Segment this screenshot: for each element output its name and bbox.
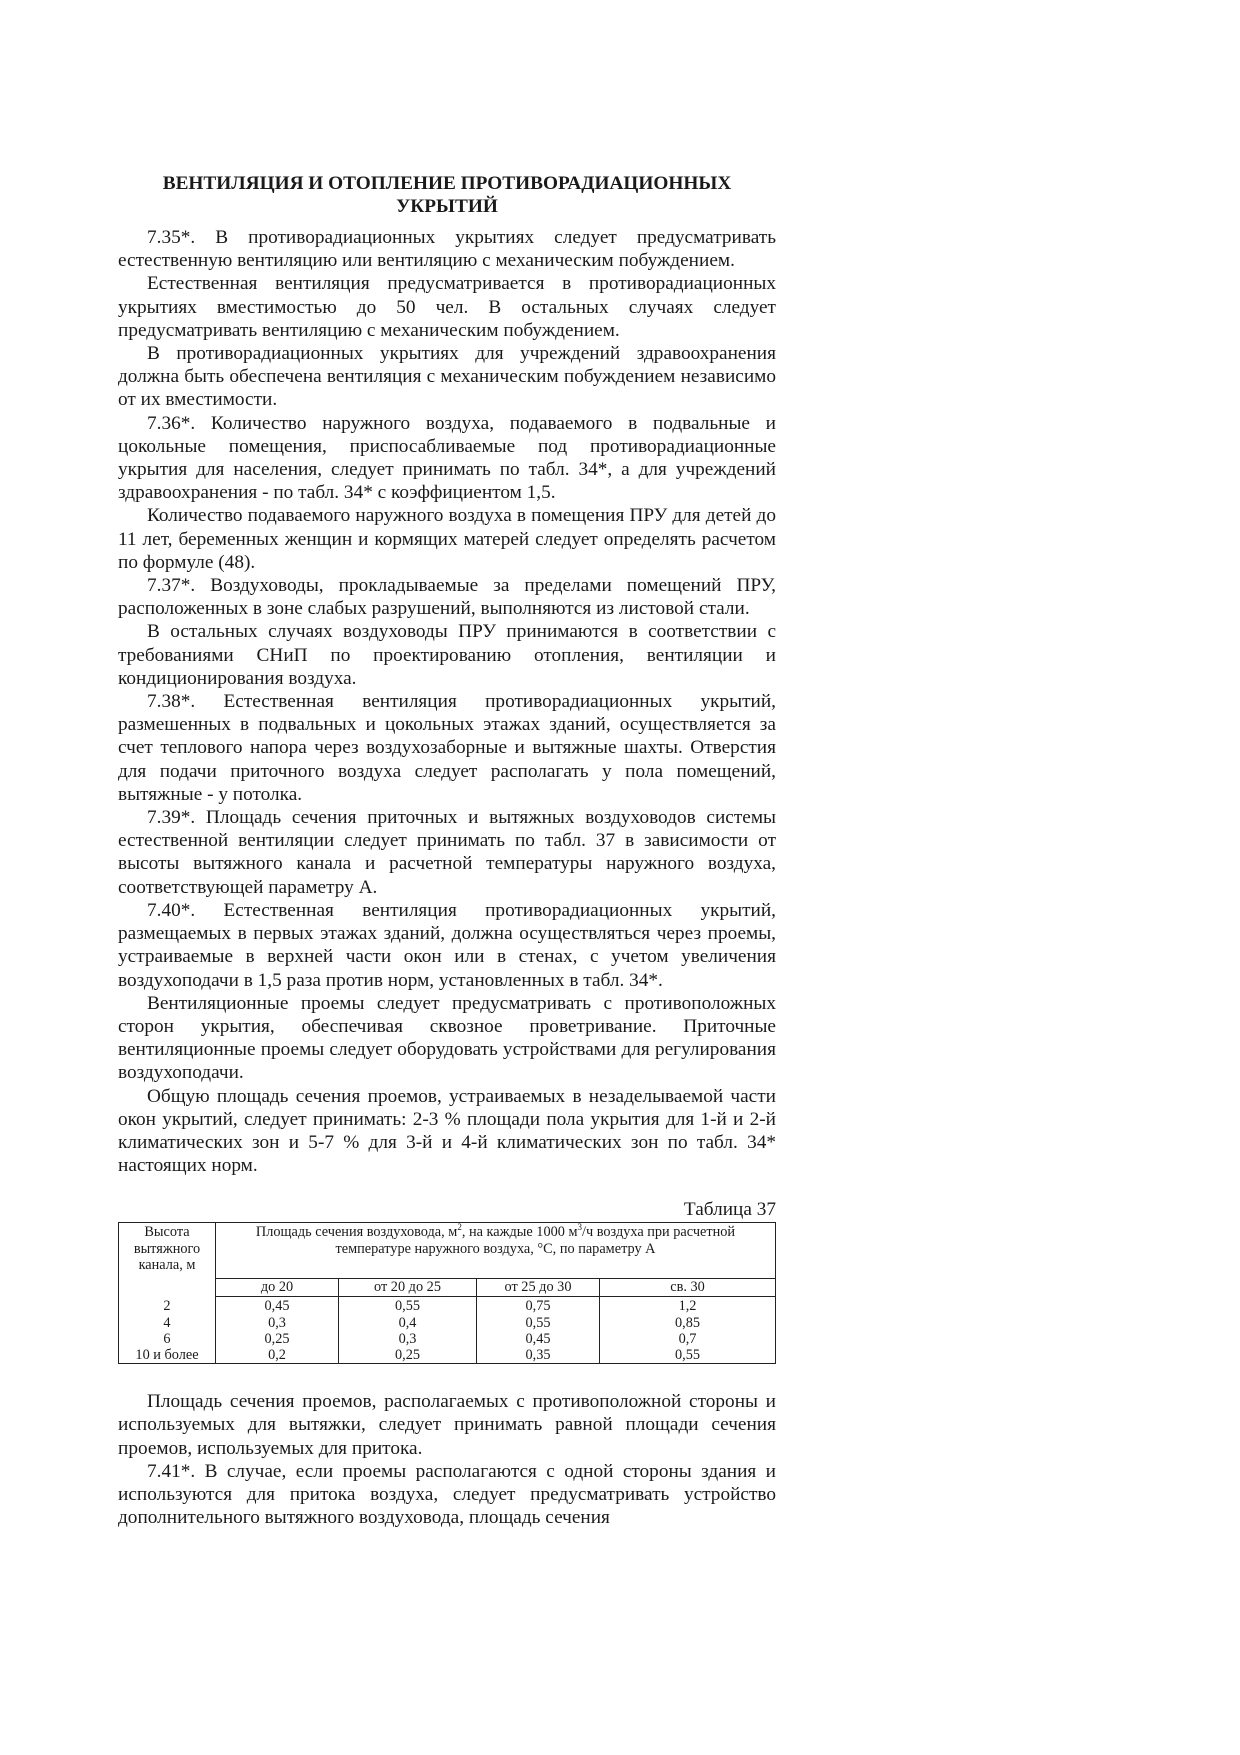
paragraph: В остальных случаях воздуховоды ПРУ принимаются в соответствии с требованиями СНиП по проектированию отопления, вентиляции и кондиционирования воздуха.	[118, 621, 776, 689]
table-cell: 2	[119, 1297, 216, 1315]
paragraph: 7.37*. Воздуховоды, прокладываемые за пределами помещений ПРУ, расположенных в зоне слабых разрушений, выполняются из листовой стали.	[118, 575, 776, 620]
table-cell: 1,2	[600, 1297, 776, 1315]
table-cell: 0,45	[216, 1297, 339, 1315]
document-page	[118, 172, 776, 1529]
table-cell: 4	[119, 1315, 216, 1331]
table-cell: 0,55	[477, 1315, 600, 1331]
table-cell: 0,45	[477, 1331, 600, 1347]
table-cell: 0,55	[600, 1347, 776, 1364]
table-cell: 0,4	[339, 1315, 477, 1331]
paragraph: Количество подаваемого наружного воздуха в помещения ПРУ для детей до 11 лет, беременных женщин и кормящих матерей следует определять расчетом по формуле (48).	[118, 505, 776, 573]
table-cell: 10 и более	[119, 1347, 216, 1364]
table-row	[119, 1347, 776, 1364]
table-cell: 0,55	[339, 1297, 477, 1315]
spacer	[118, 1364, 776, 1390]
paragraph: 7.38*. Естественная вентиляция противорадиационных укрытий, размешенных в подвальных и цокольных этажах зданий, осуществляется за счет теплового напора через воздухозаборные и вытяжные шахты. Отверстия для подачи приточного воздуха следует располагать у пола помещений, вытяжные - у потолка.	[118, 691, 776, 805]
table-cell: 6	[119, 1331, 216, 1347]
paragraph: 7.35*. В противорадиационных укрытиях следует предусматривать естественную вентиляцию или вентиляцию с механическим побуждением.	[118, 227, 776, 272]
table-37	[118, 1222, 776, 1364]
subheader-temp: от 25 до 30	[477, 1279, 600, 1297]
table-cell: 0,75	[477, 1297, 600, 1315]
section-title: ВЕНТИЛЯЦИЯ И ОТОПЛЕНИЕ ПРОТИВОРАДИАЦИОННЫХ УКРЫТИЙ	[162, 173, 732, 217]
paragraph: 7.41*. В случае, если проемы располагаются с одной стороны здания и используются для притока воздуха, следует предусматривать устройство дополнительного вытяжного воздуховода, площадь сечения	[118, 1460, 776, 1529]
paragraph: Вентиляционные проемы следует предусматривать с противоположных сторон укрытия, обеспечивая сквозное проветривание. Приточные вентиляционные проемы следует оборудовать устройствами для регулирования воздухоподачи.	[118, 992, 776, 1084]
paragraph: Естественная вентиляция предусматривается в противорадиационных укрытиях вместимостью до 50 чел. В остальных случаях следует предусматривать вентиляцию с механическим побуждением.	[118, 273, 776, 341]
table-cell: 0,25	[216, 1331, 339, 1347]
col-header-channel-height: Высота вытяжного канала, м	[119, 1223, 216, 1297]
paragraph: 7.36*. Количество наружного воздуха, подаваемого в подвальные и цокольные помещения, приспосабливаемые под противорадиационные укрытия для населения, следует принимать по табл. 34*, а для учреждений здравоохранения - по табл. 34* с коэффициентом 1,5.	[118, 412, 776, 504]
table-row	[119, 1297, 776, 1315]
table-cell: 0,25	[339, 1347, 477, 1364]
table-cell: 0,3	[339, 1331, 477, 1347]
subheader-temp: до 20	[216, 1279, 339, 1297]
table-row	[119, 1315, 776, 1331]
table-cell: 0,7	[600, 1331, 776, 1347]
subheader-temp: св. 30	[600, 1279, 776, 1297]
subheader-temp: от 20 до 25	[339, 1279, 477, 1297]
table-row	[119, 1331, 776, 1347]
table-cell: 0,35	[477, 1347, 600, 1364]
paragraph: В противорадиационных укрытиях для учреждений здравоохранения должна быть обеспечена вентиляция с механическим побуждением независимо от их вместимости.	[118, 343, 776, 411]
paragraph: Общую площадь сечения проемов, устраиваемых в незаделываемой части окон укрытий, следует принимать: 2-3 % площади пола укрытия для 1-й и 2-й климатических зон и 5-7 % для 3-й и 4-й климатических зон по табл. 34* настоящих норм.	[118, 1085, 776, 1177]
paragraph: 7.40*. Естественная вентиляция противорадиационных укрытий, размещаемых в первых этажах зданий, должна осуществляться через проемы, устраиваемые в верхней части окон или в стенах, с учетом увеличения воздухоподачи в 1,5 раза против норм, установленных в табл. 34*.	[118, 899, 776, 991]
table-caption: Таблица 37	[683, 1199, 776, 1221]
table-cell: 0,2	[216, 1347, 339, 1364]
table-cell: 0,3	[216, 1315, 339, 1331]
paragraph: Площадь сечения проемов, располагаемых с противоположной стороны и используемых для вытяжки, следует принимать равной площади сечения проемов, используемых для притока.	[118, 1391, 776, 1459]
col-header-section-area: Площадь сечения воздуховода, $м^2$, на каждые 1000 $м^3/ч$ воздуха при расчетной температуре наружного воздуха, °С, по параметру А	[216, 1223, 776, 1279]
paragraph: 7.39*. Площадь сечения приточных и вытяжных воздуховодов системы естественной вентиляции следует принимать по табл. 37 в зависимости от высоты вытяжного канала и расчетной температуры наружного воздуха, соответствующей параметру А.	[118, 807, 776, 898]
table-cell: 0,85	[600, 1315, 776, 1331]
